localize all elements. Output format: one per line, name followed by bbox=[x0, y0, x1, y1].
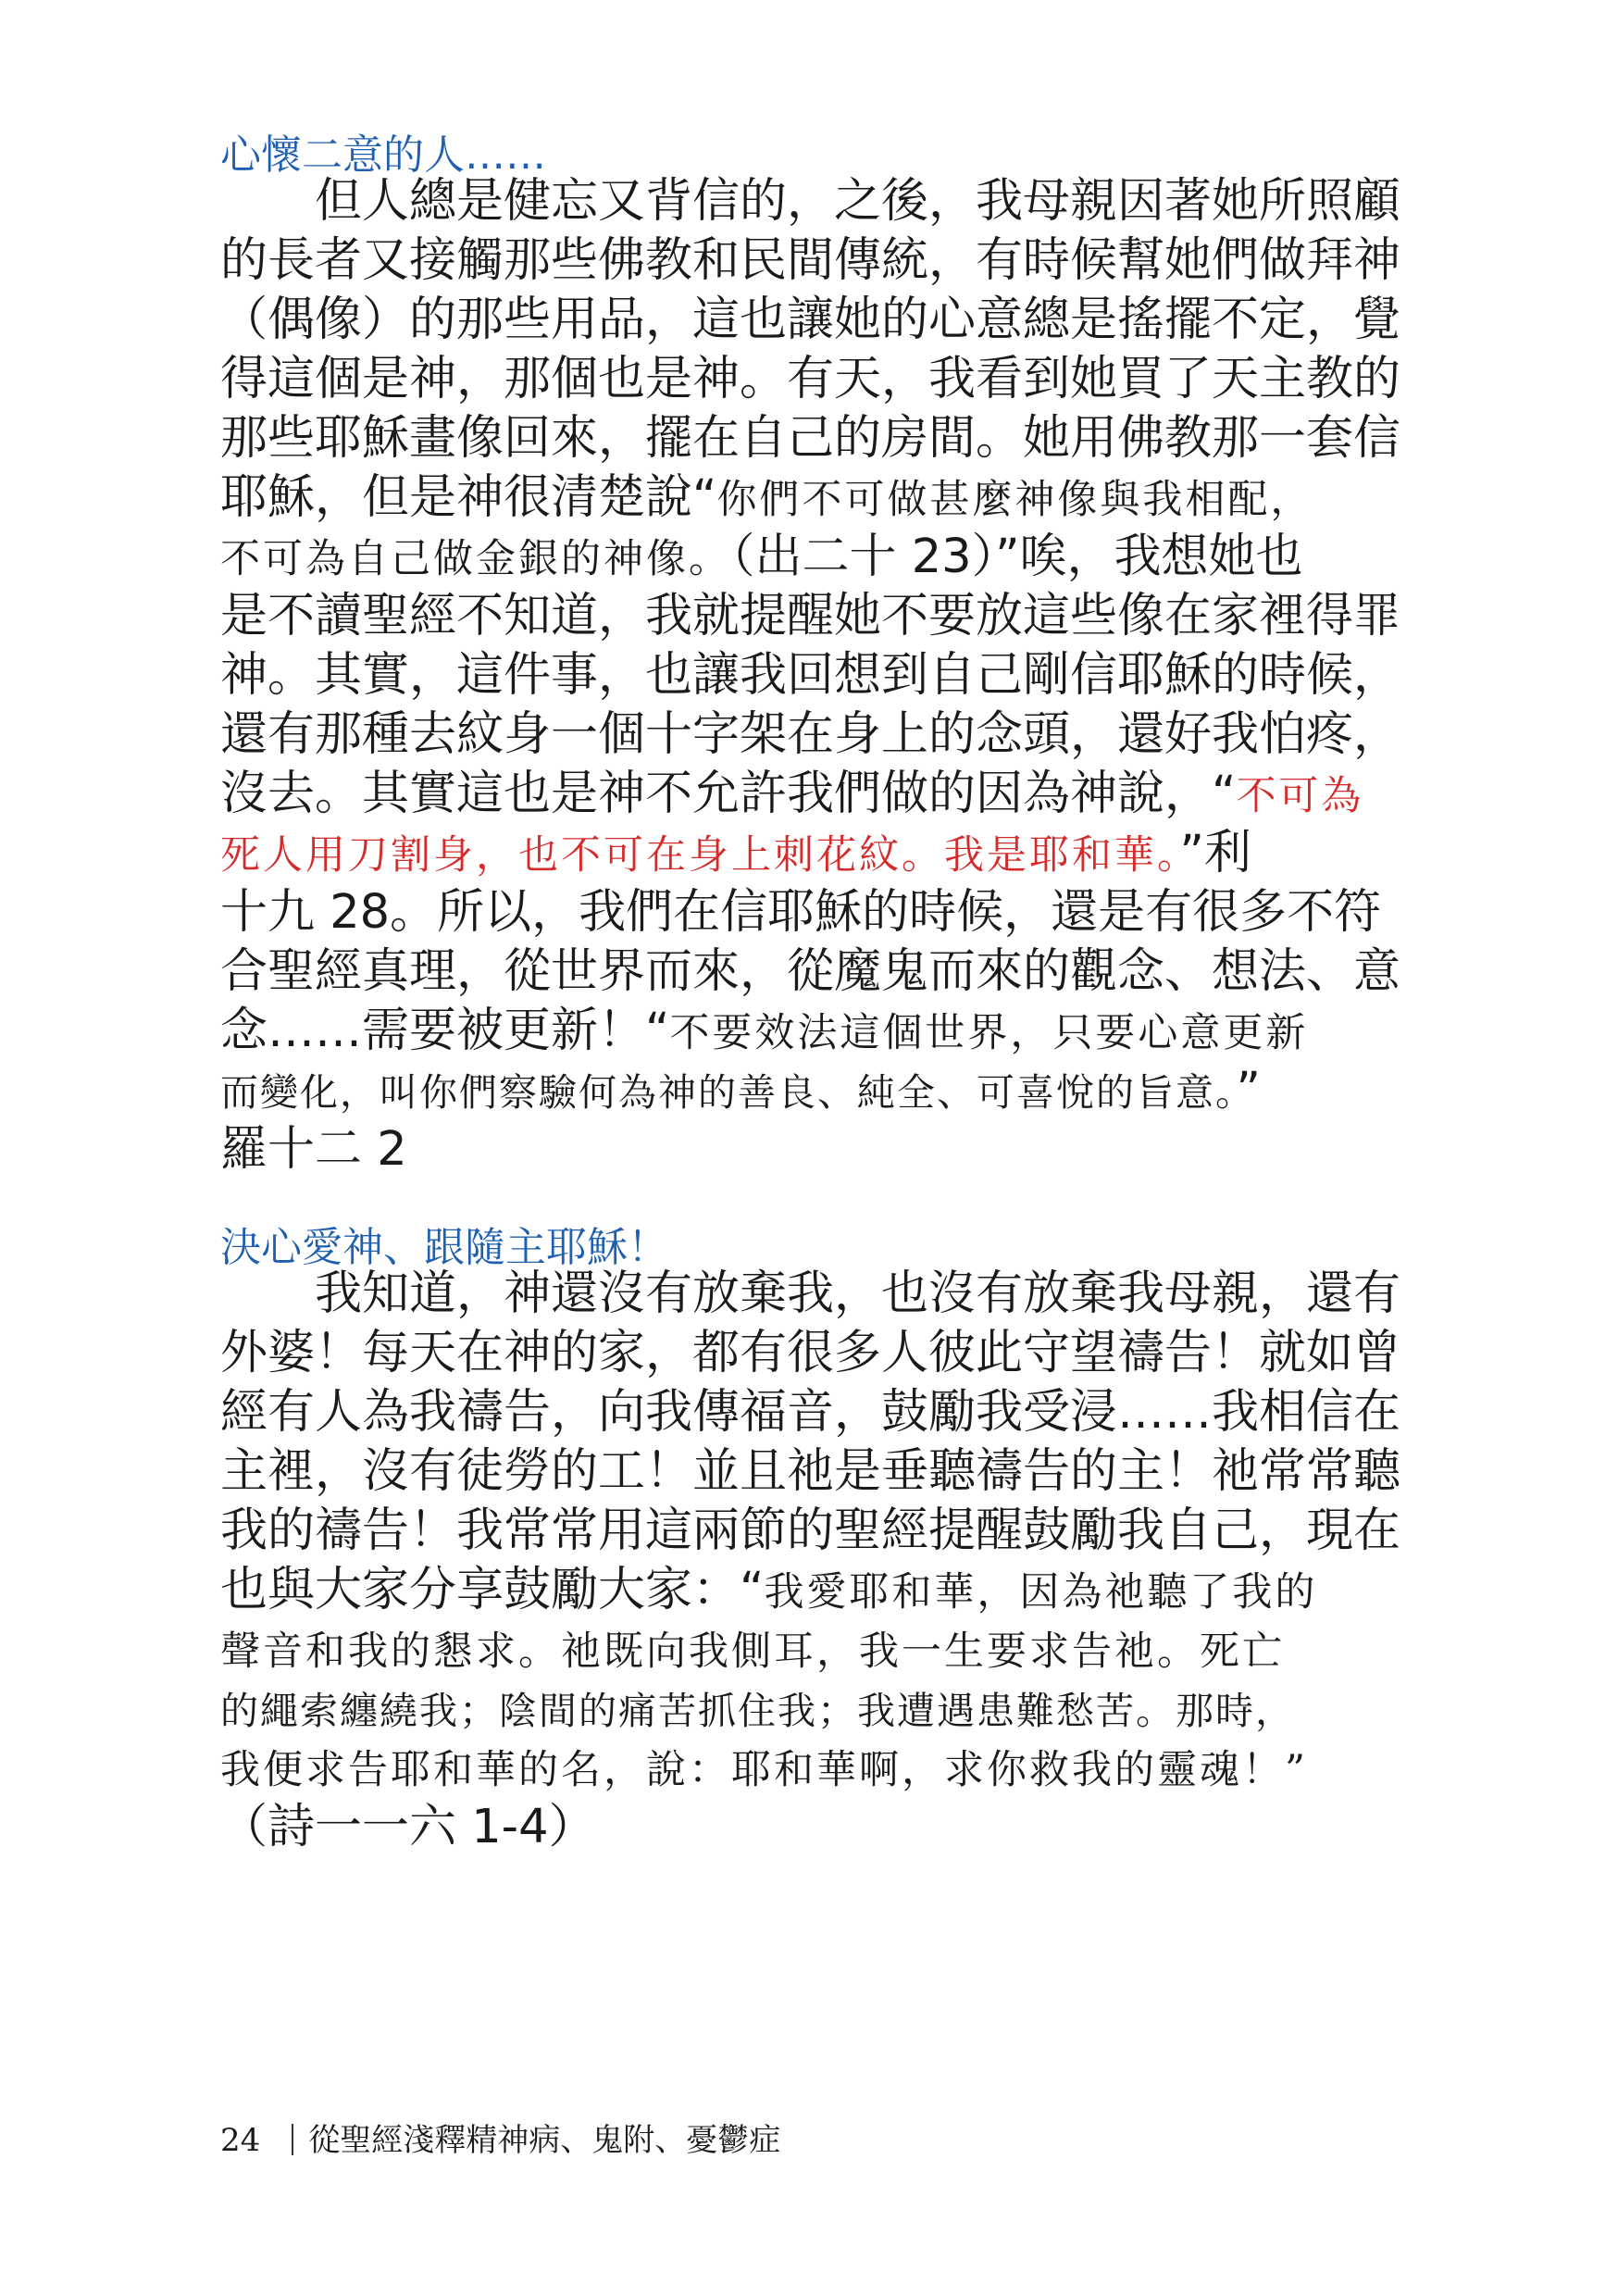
scripture-quote-red: 不可為 bbox=[1236, 773, 1364, 819]
scripture-quote-red: 死人用刀割身，也不可在身上刺花紋。我是耶和華。 bbox=[220, 832, 1180, 879]
page-number: 24 bbox=[220, 2122, 261, 2159]
text-line: （偶像）的那些用品，這也讓她的心意總是搖擺不定，覺 bbox=[220, 293, 1401, 347]
text-line: 得這個是神，那個也是神。有天，我看到她買了天主教的 bbox=[220, 352, 1401, 406]
text-line: 不可為自己做金銀的神像。（出二十 23）”唉，我想她也 bbox=[220, 530, 1303, 584]
section-heading: 心懷二意的人…… bbox=[220, 131, 546, 179]
scripture-quote: 不可為自己做金銀的神像。 bbox=[220, 536, 731, 582]
scripture-quote: 我愛耶和華，因為祂聽了我的 bbox=[764, 1569, 1318, 1616]
text-line: 合聖經真理，從世界而來，從魔鬼而來的觀念、想法、意 bbox=[220, 944, 1401, 999]
text-line: 死人用刀割身，也不可在身上刺花紋。我是耶和華。”利 bbox=[220, 826, 1251, 880]
paragraph-2 bbox=[220, 1265, 1407, 1857]
text-line: 羅十二 2 bbox=[220, 1122, 407, 1177]
text-line: 主裡，沒有徒勞的工！並且祂是垂聽禱告的主！祂常常聽 bbox=[220, 1444, 1401, 1499]
text-line bbox=[220, 1620, 1407, 1679]
scripture-quote: 而變化，叫你們察驗何為神的善良、純全、可喜悅的旨意。 bbox=[220, 1070, 1237, 1115]
text-line: 我的禱告！我常常用這兩節的聖經提醒鼓勵我自己，現在 bbox=[220, 1504, 1401, 1558]
text-line: 也與大家分享鼓勵大家：“我愛耶和華，因為祂聽了我的 bbox=[220, 1563, 1318, 1617]
text-line: 經有人為我禱告，向我傳福音，鼓勵我受浸……我相信在 bbox=[220, 1385, 1401, 1440]
section-heading: 決心愛神、跟隨主耶穌！ bbox=[220, 1224, 668, 1271]
text-line: 那些耶穌畫像回來，擺在自己的房間。她用佛教那一套信 bbox=[220, 411, 1401, 466]
text-line: 是不讀聖經不知道，我就提醒她不要放這些像在家裡得罪 bbox=[220, 589, 1401, 643]
scripture-quote: 不要效法這個世界，只要心意更新 bbox=[669, 1010, 1309, 1056]
scripture-quote: 的繩索纏繞我；陰間的痛苦抓住我；我遭遇患難愁苦。那時， bbox=[220, 1689, 1295, 1733]
text-line: 十九 28。所以，我們在信耶穌的時候，還是有很多不符 bbox=[220, 885, 1382, 940]
text-line: 我知道，神還沒有放棄我，也沒有放棄我母親，還有 bbox=[315, 1267, 1401, 1321]
text-line: 外婆！每天在神的家，都有很多人彼此守望禱告！就如曾 bbox=[220, 1326, 1401, 1380]
text-line: 還有那種去紋身一個十字架在身上的念頭，還好我怕疼， bbox=[220, 707, 1401, 762]
text-line: 但人總是健忘又背信的，之後，我母親因著她所照顧 bbox=[315, 174, 1401, 229]
book-title: 從聖經淺釋精神病、鬼附、憂鬱症 bbox=[308, 2122, 781, 2159]
text-line: 而變化，叫你們察驗何為神的善良、純全、可喜悅的旨意。” bbox=[220, 1063, 1261, 1117]
text-line: 的長者又接觸那些佛教和民間傳統，有時候幫她們做拜神 bbox=[220, 233, 1401, 288]
text-line: 神。其實，這件事，也讓我回想到自己剛信耶穌的時候， bbox=[220, 648, 1401, 703]
text-line: 念……需要被更新！“不要效法這個世界，只要心意更新 bbox=[220, 1004, 1309, 1058]
text-line: （詩一一六 1-4） bbox=[220, 1800, 596, 1854]
text-line bbox=[220, 1739, 1407, 1798]
scripture-quote: 聲音和我的懇求。祂既向我側耳，我一生要求告祂。死亡 bbox=[220, 1628, 1285, 1675]
paragraph-1 bbox=[220, 172, 1407, 1179]
text-line: 耶穌，但是神很清楚說“你們不可做甚麼神像與我相配， bbox=[220, 470, 1313, 525]
text-line: 沒去。其實這也是神不允許我們做的因為神說，“不可為 bbox=[220, 767, 1364, 821]
page-footer bbox=[220, 2120, 780, 2161]
scripture-quote: 我便求告耶和華的名，說：耶和華啊，求你救我的靈魂！” bbox=[220, 1747, 1308, 1793]
text-line bbox=[220, 1679, 1407, 1739]
scripture-quote: 你們不可做甚麼神像與我相配， bbox=[716, 477, 1313, 523]
footer-divider bbox=[292, 2124, 293, 2155]
